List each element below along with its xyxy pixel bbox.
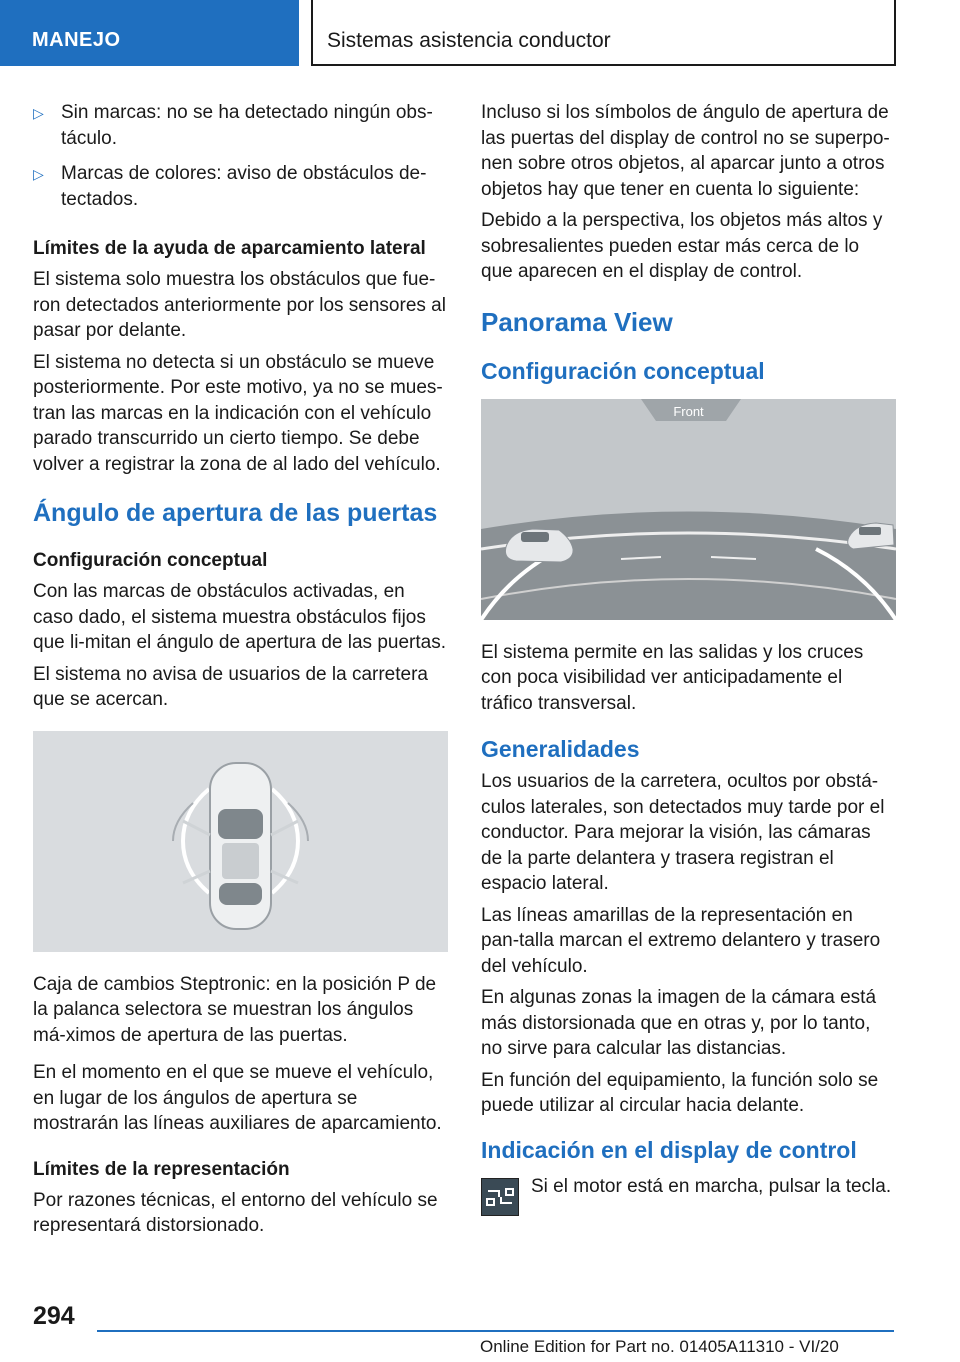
camera-button-icon [481,1178,519,1216]
paragraph: Si el motor está en marcha, pulsar la tecla. [531,1175,892,1197]
paragraph: Los usuarios de la carretera, ocultos por obstá-culos laterales, son detectados muy tarde por el conductor. Para mejorar la visión, las cámaras de la parte delantera y trasera registran el espacio lateral. [481,771,885,894]
front-label: Front [673,403,704,419]
triangle-bullet-icon: ▷ [33,166,44,182]
chapter-title: Sistemas asistencia conductor [327,29,611,52]
list-item: ▷ Sin marcas: no se ha detectado ningún obs-táculo. [33,102,433,149]
heading-door-angle: Ángulo de apertura de las puertas [33,499,438,527]
heading-panorama-view: Panorama View [481,306,673,337]
heading-display: Indicación en el display de control [481,1136,857,1163]
subheading-concept: Configuración conceptual [33,550,268,571]
paragraph: El sistema no detecta si un obstáculo se mueve posteriormente. Por este motivo, ya no se mues-tran las marcas en la indicación con el vehículo parado transcurrido un cierto tiempo. Se debe volver a registrar la zona de al lado del vehículo. [33,351,443,475]
paragraph: Con las marcas de obstáculos activadas, en caso dado, el sistema muestra obstáculos fijos que li-mitan el ángulo de apertura de las puertas. [33,581,446,653]
key-instruction [481,1174,896,1200]
subheading-limits-side: Límites de la ayuda de aparcamiento lateral [33,238,426,259]
edition-text: Online Edition for Part no. 01405A11310 - VI/20 [480,1337,839,1356]
paragraph: Por razones técnicas, el entorno del vehículo se representará distorsionado. [33,1189,438,1236]
panorama-illustration [481,399,896,620]
panorama-view-figure [481,399,896,620]
chapter-header [311,0,896,66]
paragraph: En el momento en el que se mueve el vehículo, en lugar de los ángulos de apertura se mostrarán las líneas auxiliares de aparcamiento. [33,1062,442,1134]
section-title: MANEJO [32,29,121,51]
paragraph: Debido a la perspectiva, los objetos más altos y sobresalientes pueden estar más cerca de lo que aparecen en el display de control. [481,210,883,282]
page-number: 294 [33,1302,75,1330]
subheading-limits-repr: Límites de la representación [33,1158,290,1180]
right-column [481,100,896,1205]
triangle-bullet-icon: ▷ [33,105,44,121]
door-angle-figure [33,731,448,952]
paragraph: Caja de cambios Steptronic: en la posición P de la palanca selectora se muestran los ángulos má-ximos de apertura de las puertas. [33,973,437,1046]
paragraph: Las líneas amarillas de la representación en pan-talla marcan el extremo delantero y trasero del vehículo. [481,904,881,977]
list-item: ▷ Marcas de colores: aviso de obstáculos de-tectados. [33,163,427,210]
paragraph: El sistema solo muestra los obstáculos que fue-ron detectados anteriormente por los sensores al pasar por delante. [33,269,446,341]
heading-general: Generalidades [481,736,640,762]
footer-divider [97,1330,894,1332]
paragraph: El sistema no avisa de usuarios de la carretera que se acercan. [33,663,428,710]
left-column [33,100,448,1245]
paragraph: En función del equipamiento, la función solo se puede utilizar al circular hacia delante. [481,1069,879,1116]
heading-concept: Configuración conceptual [481,357,765,384]
section-tab [0,0,299,66]
car-top-view-illustration [33,731,448,952]
car-left [505,529,573,562]
paragraph: En algunas zonas la imagen de la cámara está más distorsionada que en otras y, por lo tanto, no sirve para calcular las distancias. [481,987,877,1059]
paragraph: Incluso si los símbolos de ángulo de apertura de las puertas del display de control no se superpo-nen sobre otros objetos, al aparcar junto a otros objetos hay que tener en cuenta lo siguiente: [481,102,890,200]
paragraph: El sistema permite en las salidas y los cruces con poca visibilidad ver anticipadamente el tráfico transversal. [481,641,864,714]
